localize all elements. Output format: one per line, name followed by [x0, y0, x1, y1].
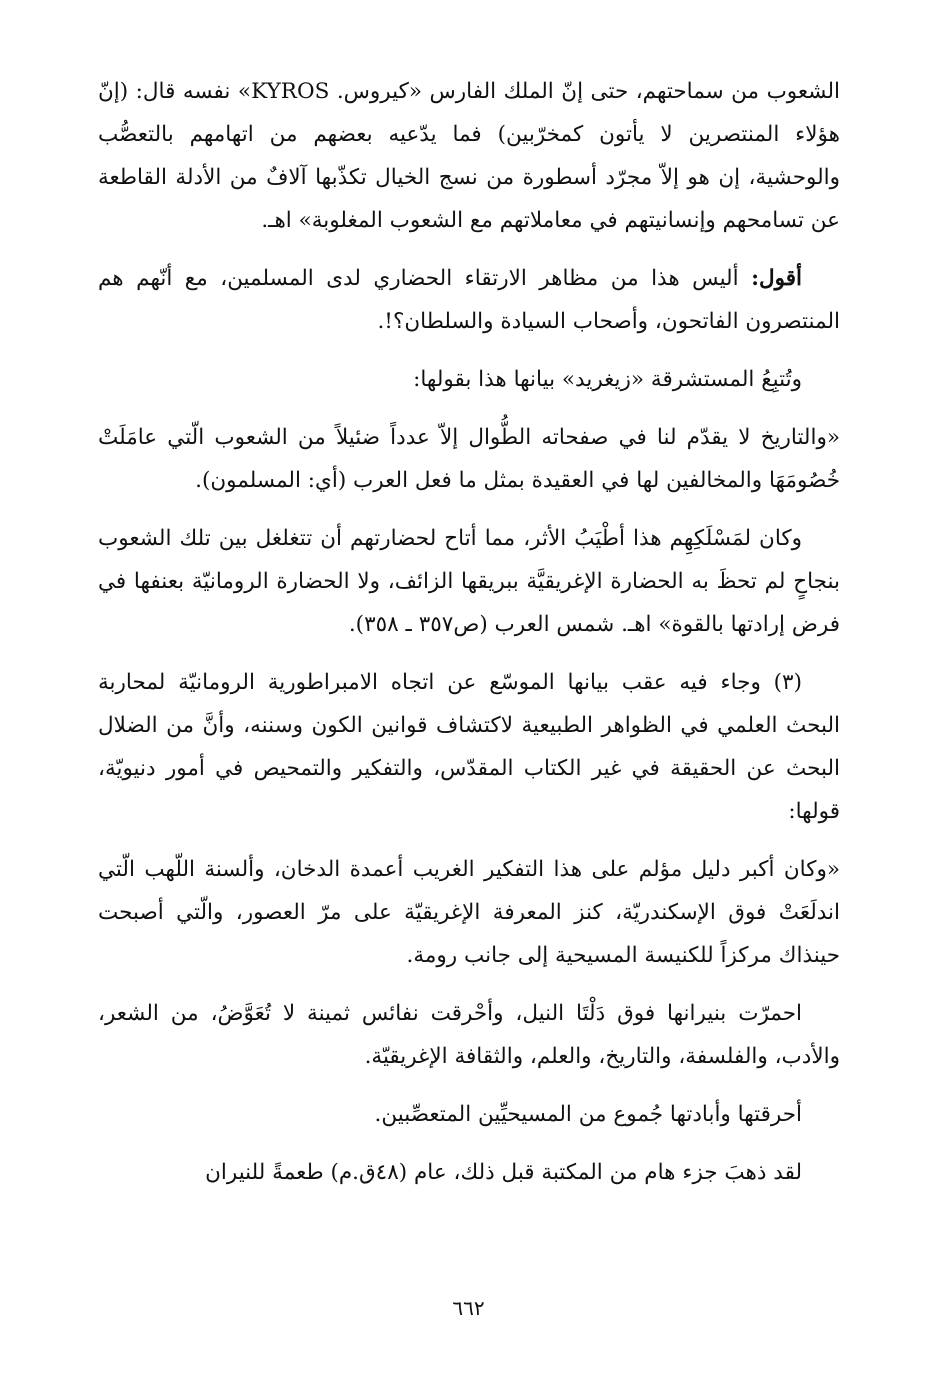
paragraph-2-text: أليس هذا من مظاهر الارتقاء الحضاري لدى المسلمين، مع أنّهم هم المنتصرون الفاتحون، وأصحاب السيادة والسلطان؟!.	[98, 266, 840, 334]
page-body	[98, 70, 840, 1209]
paragraph-5	[98, 517, 840, 646]
paragraph-1-text: الشعوب من سماحتهم، حتى إنّ الملك الفارس «كيروس. KYROS» نفسه قال: (إنّ هؤلاء المنتصرين لا يأتون كمخرّبين) فما يدّعيه بعضهم من اتهامهم بالتعصُّب والوحشية، إن هو إلاّ مجرّد أسطورة من نسج الخيال تكذّبها آلافٌ من الأدلة القاطعة عن تسامحهم وإنسانيتهم في معاملاتهم مع الشعوب المغلوبة» اهـ.	[98, 79, 840, 233]
paragraph-4	[98, 416, 840, 502]
paragraph-1	[98, 70, 840, 242]
paragraph-6	[98, 661, 840, 833]
paragraph-2	[98, 257, 840, 343]
paragraph-3	[98, 358, 840, 401]
paragraph-3-text: وتُتبِعُ المستشرقة «زيغريد» بيانها هذا بقولها:	[413, 367, 802, 392]
paragraph-4-text: «والتاريخ لا يقدّم لنا في صفحاته الطُّوال إلاّ عدداً ضئيلاً من الشعوب الّتي عامَلَتْ خُصُومَهَا والمخالفين لها في العقيدة بمثل ما فعل العرب (أي: المسلمون).	[98, 425, 840, 493]
paragraph-10-text: لقد ذهبَ جزء هام من المكتبة قبل ذلك، عام (٤٨ق.م) طعمةً للنيران	[205, 1160, 802, 1185]
paragraph-7	[98, 848, 840, 977]
paragraph-9-text: أحرقتها وأبادتها جُموع من المسيحيِّين المتعصِّبين.	[374, 1102, 802, 1127]
page-number: ٦٦٢	[452, 1296, 485, 1320]
paragraph-9	[98, 1093, 840, 1136]
paragraph-8	[98, 992, 840, 1078]
paragraph-5-text: وكان لمَسْلَكِهِم هذا أطْيَبُ الأثر، مما أتاح لحضارتهم أن تتغلغل بين تلك الشعوب بنجاحٍ لم تحظَ به الحضارة الإغريقيَّة ببريقها الزائف، ولا الحضارة الرومانيّة بعنفها في فرض إرادتها بالقوة» اهـ. شمس العرب (ص٣٥٧ ـ ٣٥٨).	[98, 526, 840, 637]
paragraph-8-text: احمرّت بنيرانها فوق دَلْتَا النيل، وأحْرقت نفائس ثمينة لا تُعَوَّضُ، من الشعر، والأدب، والفلسفة، والتاريخ، والعلم، والثقافة الإغريقيّة.	[98, 1001, 840, 1069]
paragraph-7-text: «وكان أكبر دليل مؤلم على هذا التفكير الغريب أعمدة الدخان، وألسنة اللّهب الّتي اندلَعَتْ فوق الإسكندريّة، كنز المعرفة الإغريقيّة على مرّ العصور، والّتي أصبحت حينذاك مركزاً للكنيسة المسيحية إلى جانب رومة.	[98, 857, 840, 968]
paragraph-6-text: (٣) وجاء فيه عقب بيانها الموسّع عن اتجاه الامبراطورية الرومانيّة لمحاربة البحث العلمي في الظواهر الطبيعية لاكتشاف قوانين الكون وسننه، وأنَّ من الضلال البحث عن الحقيقة في غير الكتاب المقدّس، والتفكير والتمحيص في أمور دنيويّة، قولها:	[98, 670, 840, 824]
paragraph-2-lead: أقول:	[751, 266, 802, 291]
paragraph-10	[98, 1151, 840, 1194]
